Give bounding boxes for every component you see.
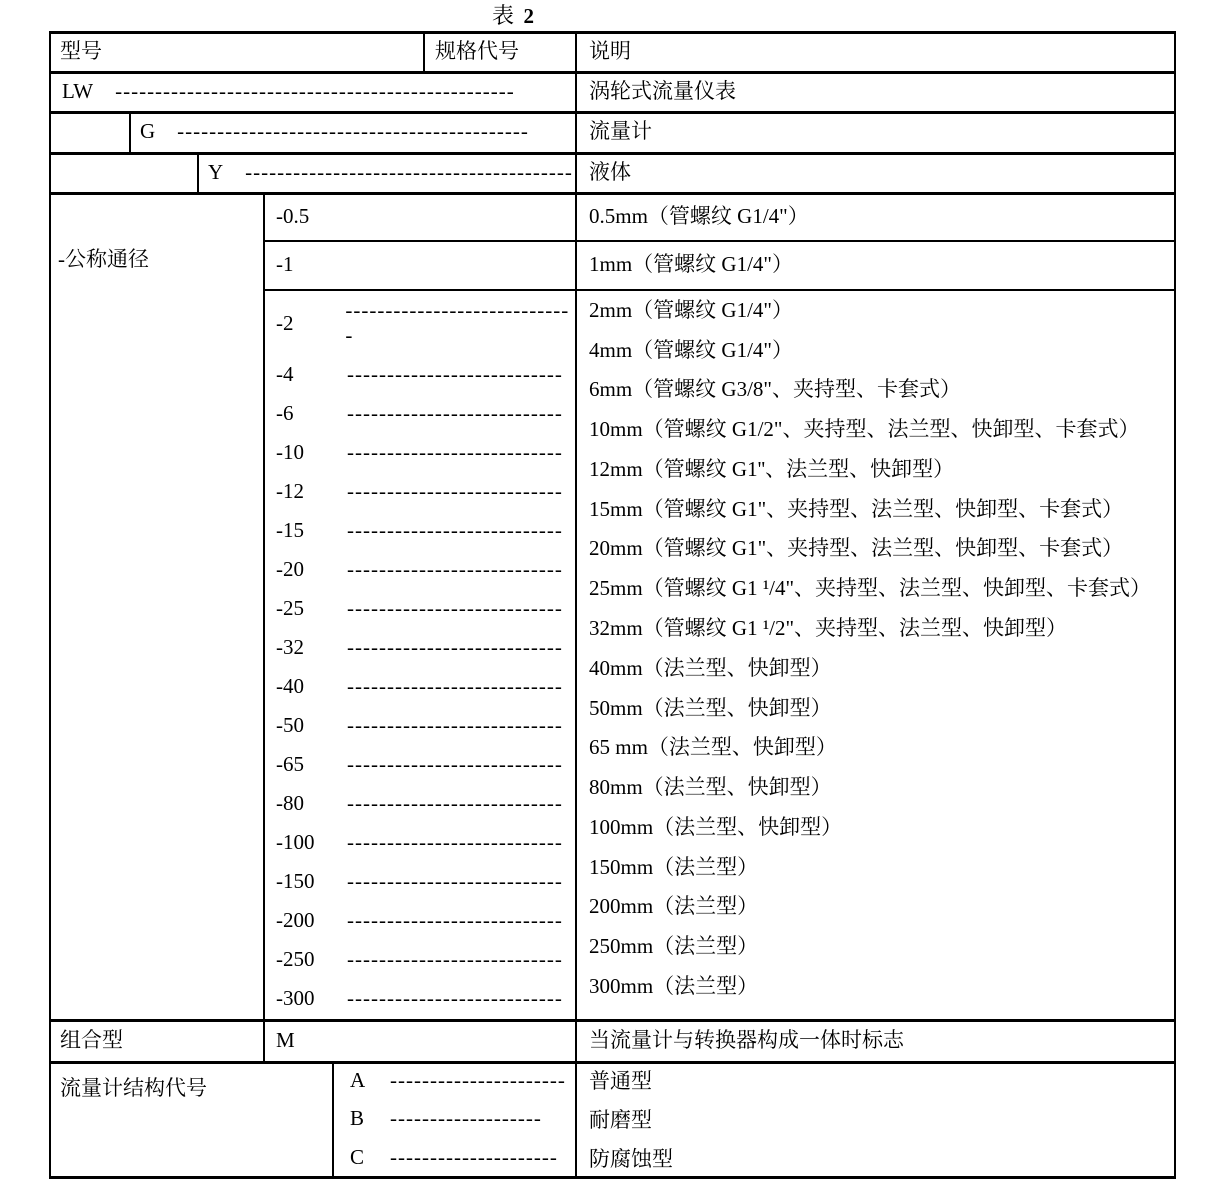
structure-code-list — [350, 1061, 570, 1177]
leader-dashes: --------------------------- — [347, 869, 563, 893]
leader-dashes: -------------------------------------------------- — [115, 79, 515, 103]
diameter-code-row — [276, 869, 572, 894]
diameter-desc: 65 mm（法兰型、快卸型） — [589, 735, 837, 760]
structure-desc: 防腐蚀型 — [589, 1146, 673, 1171]
structure-desc-list — [589, 1061, 1149, 1177]
model-code: G — [140, 119, 156, 143]
structure-code-row — [350, 1068, 570, 1093]
diameter-desc-list — [589, 289, 1174, 1005]
leader-dashes: ------------------- — [390, 1106, 542, 1131]
diameter-desc: 200mm（法兰型） — [589, 894, 759, 919]
structure-code-row — [350, 1145, 570, 1170]
model-row-g — [140, 111, 529, 151]
diameter-code-row — [276, 713, 572, 738]
diameter-code: -200 — [276, 908, 315, 932]
leader-dashes: --------------------------- — [347, 401, 563, 425]
leader-dashes: --------------------------- — [347, 713, 563, 737]
diameter-code-row — [276, 362, 572, 387]
diameter-code: -15 — [276, 518, 304, 542]
diameter-desc: 4mm（管螺纹 G1/4"） — [589, 337, 793, 362]
diameter-code-row — [276, 908, 572, 933]
leader-dashes: -------------------------------------------- — [177, 119, 529, 143]
leader-dashes: --------------------------- — [347, 986, 563, 1010]
diameter-code-row — [276, 674, 572, 699]
diameter-desc: 10mm（管螺纹 G1/2"、夹持型、法兰型、快卸型、卡套式） — [589, 417, 1140, 442]
leader-dashes: --------------------------- — [347, 596, 563, 620]
diameter-code: -6 — [276, 401, 294, 425]
diameter-desc: 1mm（管螺纹 G1/4"） — [589, 252, 793, 276]
leader-dashes: --------------------------- — [347, 635, 563, 659]
diameter-code: -50 — [276, 713, 304, 737]
combined-code: M — [276, 1028, 295, 1052]
diameter-desc: 15mm（管螺纹 G1"、夹持型、法兰型、快卸型、卡套式） — [589, 496, 1124, 521]
diameter-code-row — [276, 830, 572, 855]
diameter-code-row — [276, 752, 572, 777]
table-title-number: 2 — [523, 4, 537, 28]
table-grid-line — [575, 31, 577, 1179]
header-spec-code: 规格代号 — [435, 39, 519, 63]
structure-section-label: 流量计结构代号 — [60, 1076, 207, 1100]
diameter-desc: 40mm（法兰型、快卸型） — [589, 655, 832, 680]
diameter-desc: 250mm（法兰型） — [589, 934, 759, 959]
table-grid-line — [263, 192, 265, 1064]
leader-dashes: --------------------------- — [347, 479, 563, 503]
diameter-code: -10 — [276, 440, 304, 464]
diameter-desc: 100mm（法兰型、快卸型） — [589, 814, 843, 839]
diameter-code-row — [276, 557, 572, 582]
model-desc: 液体 — [589, 160, 631, 184]
leader-dashes: --------------------------- — [347, 752, 563, 776]
diameter-code: -150 — [276, 869, 315, 893]
structure-desc: 耐磨型 — [589, 1107, 652, 1132]
diameter-code: -4 — [276, 362, 294, 386]
diameter-code-list — [276, 291, 572, 1018]
diameter-section-label: -公称通径 — [58, 247, 149, 271]
table-grid-line — [129, 111, 131, 155]
model-row-y — [208, 152, 573, 192]
table-title — [492, 1, 536, 31]
table-grid-line — [423, 31, 425, 74]
leader-dashes: ----------------------------------------- — [245, 160, 573, 184]
table-grid-line — [197, 152, 199, 195]
diameter-desc: 50mm（法兰型、快卸型） — [589, 695, 832, 720]
leader-dashes: --------------------- — [390, 1145, 558, 1170]
diameter-code-row — [276, 401, 572, 426]
model-code: LW — [62, 79, 94, 103]
diameter-desc: 32mm（管螺纹 G1 ¹/2"、夹持型、法兰型、快卸型） — [589, 616, 1068, 640]
diameter-code: -250 — [276, 947, 315, 971]
structure-code: B — [350, 1106, 365, 1131]
diameter-code: -65 — [276, 752, 304, 776]
diameter-code-row — [276, 791, 572, 816]
header-model: 型号 — [60, 39, 102, 63]
leader-dashes: --------------------------- — [347, 830, 563, 854]
leader-dashes: --------------------------- — [347, 557, 563, 581]
leader-dashes: --------------------------- — [347, 362, 563, 386]
diameter-desc: 25mm（管螺纹 G1 ¹/4"、夹持型、法兰型、快卸型、卡套式） — [589, 576, 1152, 601]
diameter-desc: 6mm（管螺纹 G3/8"、夹持型、卡套式） — [589, 377, 961, 402]
diameter-code: -12 — [276, 479, 304, 503]
diameter-code: -32 — [276, 635, 304, 659]
structure-desc: 普通型 — [589, 1069, 652, 1094]
diameter-code: -2 — [276, 310, 294, 335]
diameter-code-row — [276, 596, 572, 621]
diameter-desc: 12mm（管螺纹 G1''、法兰型、快卸型） — [589, 456, 955, 481]
diameter-desc: 0.5mm（管螺纹 G1/4"） — [589, 204, 809, 228]
leader-dashes: ---------------------- — [390, 1067, 566, 1092]
diameter-code: -40 — [276, 674, 304, 698]
diameter-code-row — [276, 947, 572, 972]
table-border-left — [49, 31, 51, 1179]
diameter-code: -80 — [276, 791, 304, 815]
header-description: 说明 — [589, 39, 631, 63]
diameter-desc: 80mm（法兰型、快卸型） — [589, 775, 832, 800]
diameter-code: -100 — [276, 830, 315, 854]
diameter-code: -20 — [276, 557, 304, 581]
diameter-code-row — [276, 479, 572, 504]
table-border-right — [1174, 31, 1176, 1179]
combined-label: 组合型 — [60, 1028, 123, 1052]
leader-dashes: ----------------------------- — [345, 298, 570, 347]
model-row-lw — [62, 71, 515, 111]
diameter-code: -0.5 — [276, 204, 310, 228]
diameter-desc: 20mm（管螺纹 G1"、夹持型、法兰型、快卸型、卡套式） — [589, 536, 1124, 561]
model-code: Y — [208, 160, 224, 184]
diameter-code-row — [276, 635, 572, 660]
table-grid-line — [332, 1061, 334, 1179]
table-title-prefix: 表 — [492, 3, 517, 28]
diameter-code-row — [276, 518, 572, 543]
combined-desc: 当流量计与转换器构成一体时标志 — [589, 1028, 904, 1052]
diameter-code-row — [276, 986, 572, 1011]
diameter-desc: 300mm（法兰型） — [589, 973, 759, 998]
structure-code: C — [350, 1145, 365, 1170]
leader-dashes: --------------------------- — [347, 947, 563, 971]
diameter-code: -25 — [276, 596, 304, 620]
diameter-desc: 2mm（管螺纹 G1/4"） — [589, 297, 793, 322]
diameter-code-row — [276, 298, 572, 348]
model-desc: 涡轮式流量仪表 — [589, 79, 736, 103]
leader-dashes: --------------------------- — [347, 440, 563, 464]
model-desc: 流量计 — [589, 119, 652, 143]
leader-dashes: --------------------------- — [347, 791, 563, 815]
diameter-desc: 150mm（法兰型） — [589, 854, 759, 879]
diameter-code-row — [276, 440, 572, 465]
leader-dashes: --------------------------- — [347, 908, 563, 932]
structure-code-row — [350, 1106, 570, 1131]
leader-dashes: --------------------------- — [347, 674, 563, 698]
diameter-code: -300 — [276, 986, 315, 1010]
structure-code: A — [350, 1067, 366, 1092]
diameter-code: -1 — [276, 252, 294, 276]
leader-dashes: --------------------------- — [347, 518, 563, 542]
